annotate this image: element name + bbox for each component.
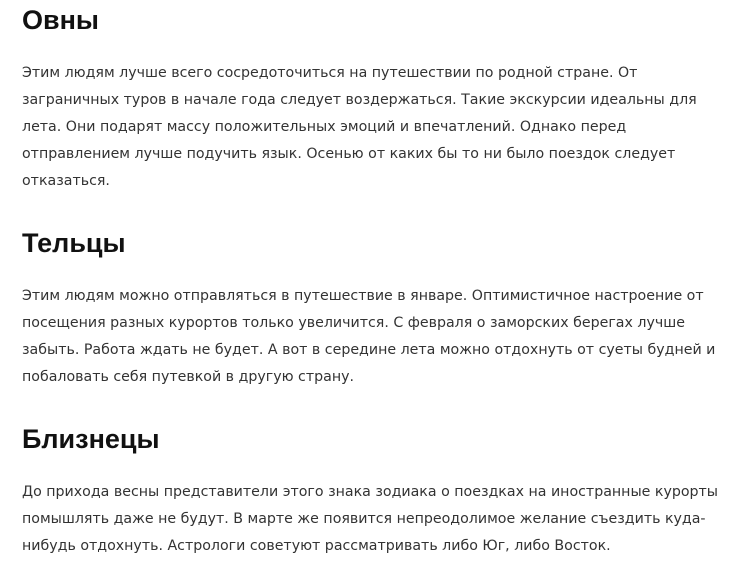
section-heading-gemini: Близнецы [22, 424, 160, 454]
article-body [22, 0, 734, 560]
section-gemini [22, 422, 734, 560]
section-text-taurus: Этим людям можно отправляться в путешествие в январе. Оптимистичное настроение от посещения разных курортов только увеличится. С февраля о заморских берегах лучше забыть. Работа ждать не будет. А вот в середине лета можно отдохнуть от суеты будней и побаловать себя путевкой в другую страну. [22, 288, 716, 385]
section-heading-aries: Овны [22, 5, 99, 35]
section-text-aries: Этим людям лучше всего сосредоточиться на путешествии по родной стране. От заграничных туров в начале года следует воздержаться. Такие экскурсии идеальны для лета. Они подарят массу положительных эмоций и впечатлений. Однако перед отправлением лучше подучить язык. Осенью от каких бы то ни было поездок следует отказаться. [22, 65, 697, 189]
section-taurus [22, 226, 734, 391]
section-text-gemini: До прихода весны представители этого знака зодиака о поездках на иностранные курорты помышлять даже не будут. В марте же появится непреодолимое желание съездить куда-нибудь отдохнуть. Астрологи советуют рассматривать либо Юг, либо Восток. [22, 484, 719, 554]
section-heading-taurus: Тельцы [22, 228, 126, 258]
section-aries [22, 3, 734, 195]
